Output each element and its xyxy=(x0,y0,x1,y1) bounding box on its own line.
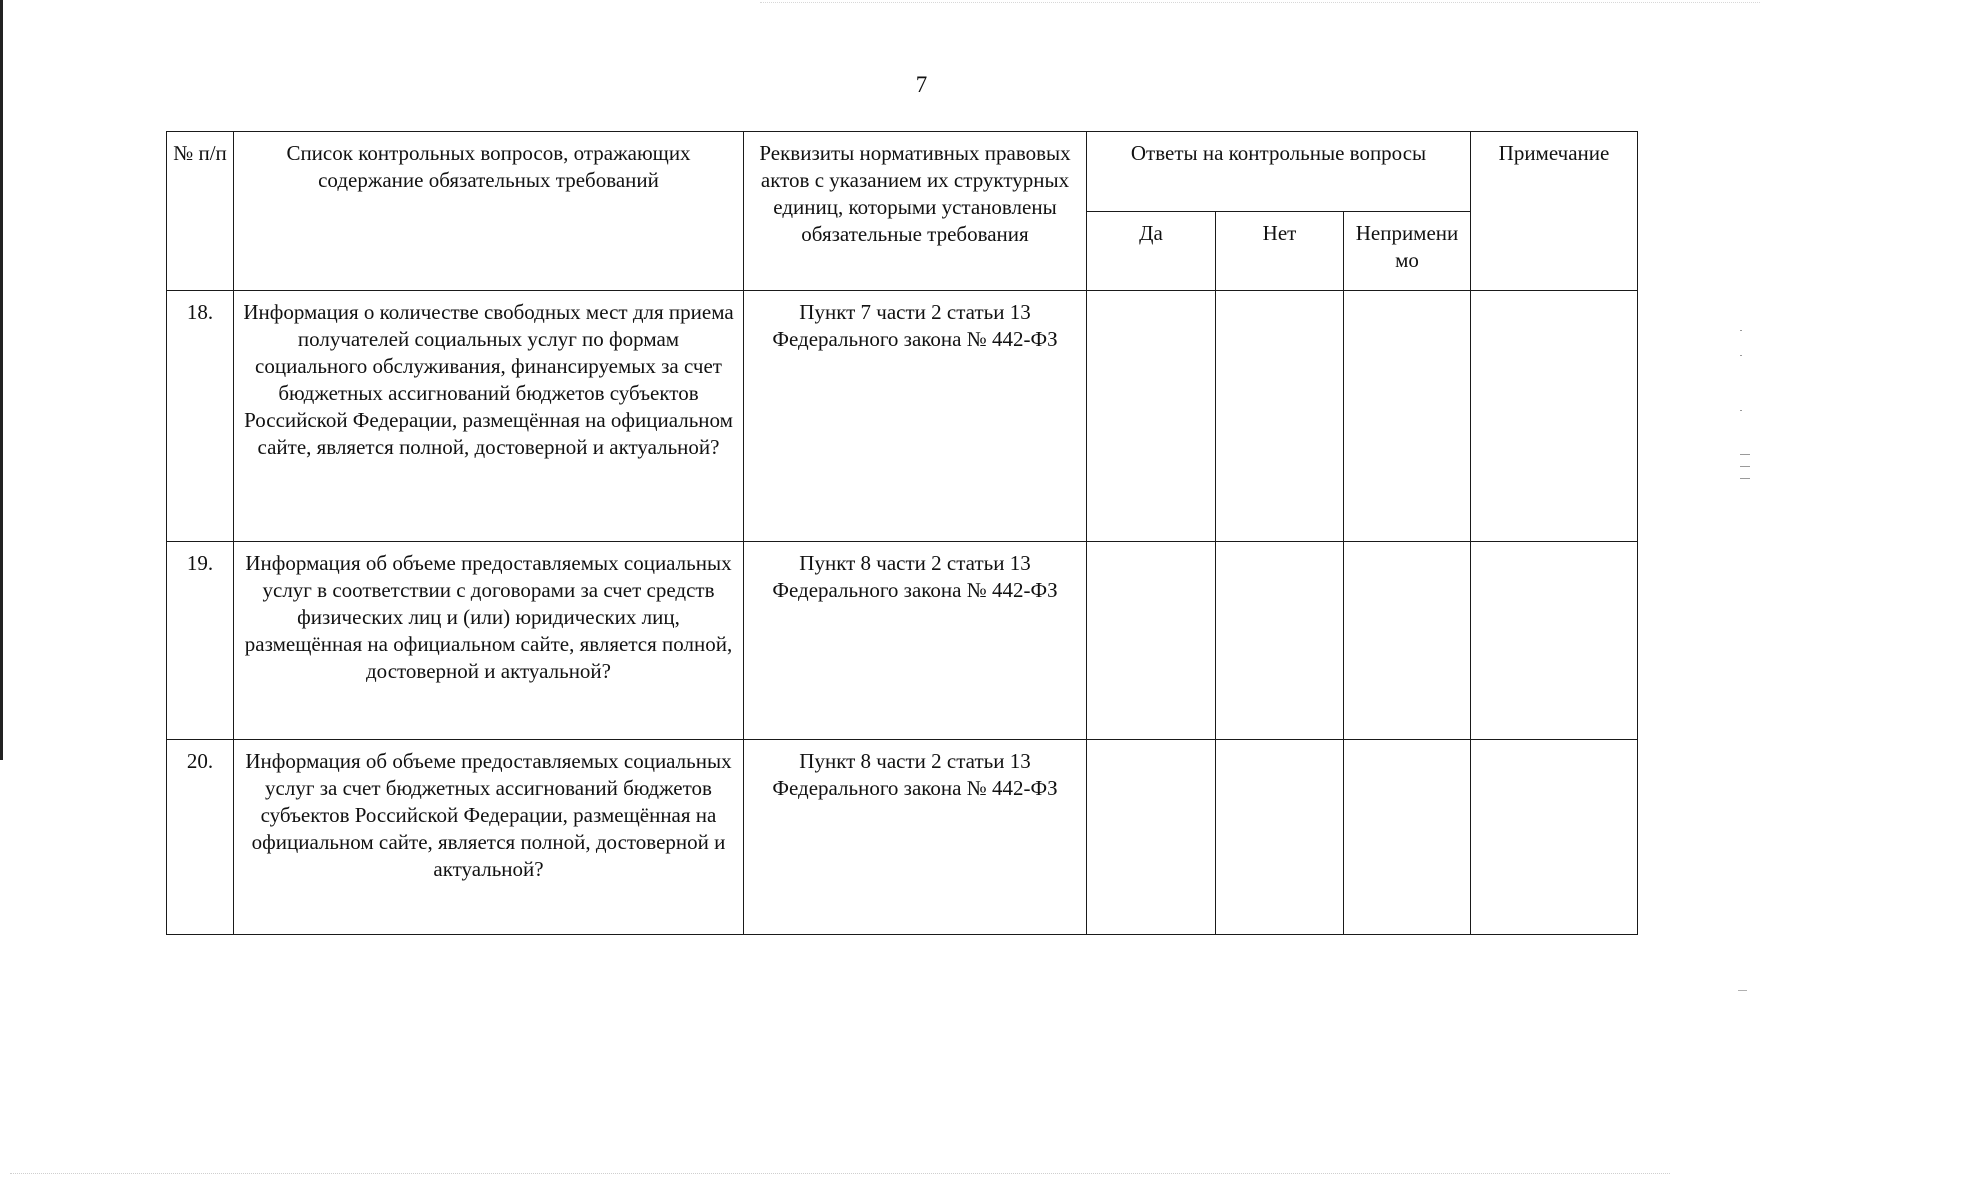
answer-no-cell[interactable] xyxy=(1216,291,1344,542)
header-yes: Да xyxy=(1087,212,1216,291)
header-row xyxy=(167,132,1638,212)
table-body xyxy=(167,291,1638,935)
header-num: № п/п xyxy=(167,132,234,291)
scan-margin-marks xyxy=(1735,330,1755,500)
row-requisite: Пункт 8 части 2 статьи 13 Федерального закона № 442-ФЗ xyxy=(744,740,1087,935)
scan-mark xyxy=(1740,410,1742,411)
checklist-table xyxy=(166,131,1638,935)
answer-na-cell[interactable] xyxy=(1344,740,1471,935)
note-cell[interactable] xyxy=(1471,291,1638,542)
scan-mark xyxy=(1740,466,1750,467)
answer-yes-cell[interactable] xyxy=(1087,542,1216,740)
header-answers: Ответы на контрольные вопросы xyxy=(1087,132,1471,212)
scan-left-edge xyxy=(0,0,3,760)
row-number: 19. xyxy=(167,542,234,740)
answer-yes-cell[interactable] xyxy=(1087,291,1216,542)
scan-mark xyxy=(1740,330,1742,331)
row-question: Информация об объеме предоставляемых социальных услуг за счет бюджетных ассигнований бюджетов субъектов Российской Федерации, размещённая на официальном сайте, является полной, достоверной и актуальной? xyxy=(234,740,744,935)
row-requisite: Пункт 8 части 2 статьи 13 Федерального закона № 442-ФЗ xyxy=(744,542,1087,740)
answer-no-cell[interactable] xyxy=(1216,542,1344,740)
scan-mark xyxy=(1740,355,1742,356)
table-header xyxy=(167,132,1638,291)
header-note: Примечание xyxy=(1471,132,1638,291)
scan-bottom-noise xyxy=(10,1173,1670,1175)
scan-mark xyxy=(1740,478,1750,479)
row-question: Информация об объеме предоставляемых социальных услуг в соответствии с договорами за счет средств физических лиц и (или) юридических лиц, размещённая на официальном сайте, является полной, достоверной и актуальной? xyxy=(234,542,744,740)
table-row xyxy=(167,291,1638,542)
header-not-applicable: Неприменимо xyxy=(1344,212,1471,291)
note-cell[interactable] xyxy=(1471,740,1638,935)
answer-na-cell[interactable] xyxy=(1344,542,1471,740)
answer-no-cell[interactable] xyxy=(1216,740,1344,935)
row-requisite: Пункт 7 части 2 статьи 13 Федерального закона № 442-ФЗ xyxy=(744,291,1087,542)
header-no: Нет xyxy=(1216,212,1344,291)
table-row xyxy=(167,740,1638,935)
page-number: 7 xyxy=(915,72,928,97)
scan-edge-dash xyxy=(1738,990,1747,991)
scan-top-noise xyxy=(760,2,1760,4)
header-requisites: Реквизиты нормативных правовых актов с указанием их структурных единиц, которыми установлены обязательные требования xyxy=(744,132,1087,291)
row-question: Информация о количестве свободных мест для приема получателей социальных услуг по формам социального обслуживания, финансируемых за счет бюджетных ассигнований бюджетов субъектов Российской Федерации, размещённая на официальном сайте, является полной, достоверной и актуальной? xyxy=(234,291,744,542)
answer-yes-cell[interactable] xyxy=(1087,740,1216,935)
row-number: 18. xyxy=(167,291,234,542)
row-number: 20. xyxy=(167,740,234,935)
answer-na-cell[interactable] xyxy=(1344,291,1471,542)
header-questions: Список контрольных вопросов, отражающих содержание обязательных требований xyxy=(234,132,744,291)
scan-mark xyxy=(1740,454,1750,455)
note-cell[interactable] xyxy=(1471,542,1638,740)
table-row xyxy=(167,542,1638,740)
